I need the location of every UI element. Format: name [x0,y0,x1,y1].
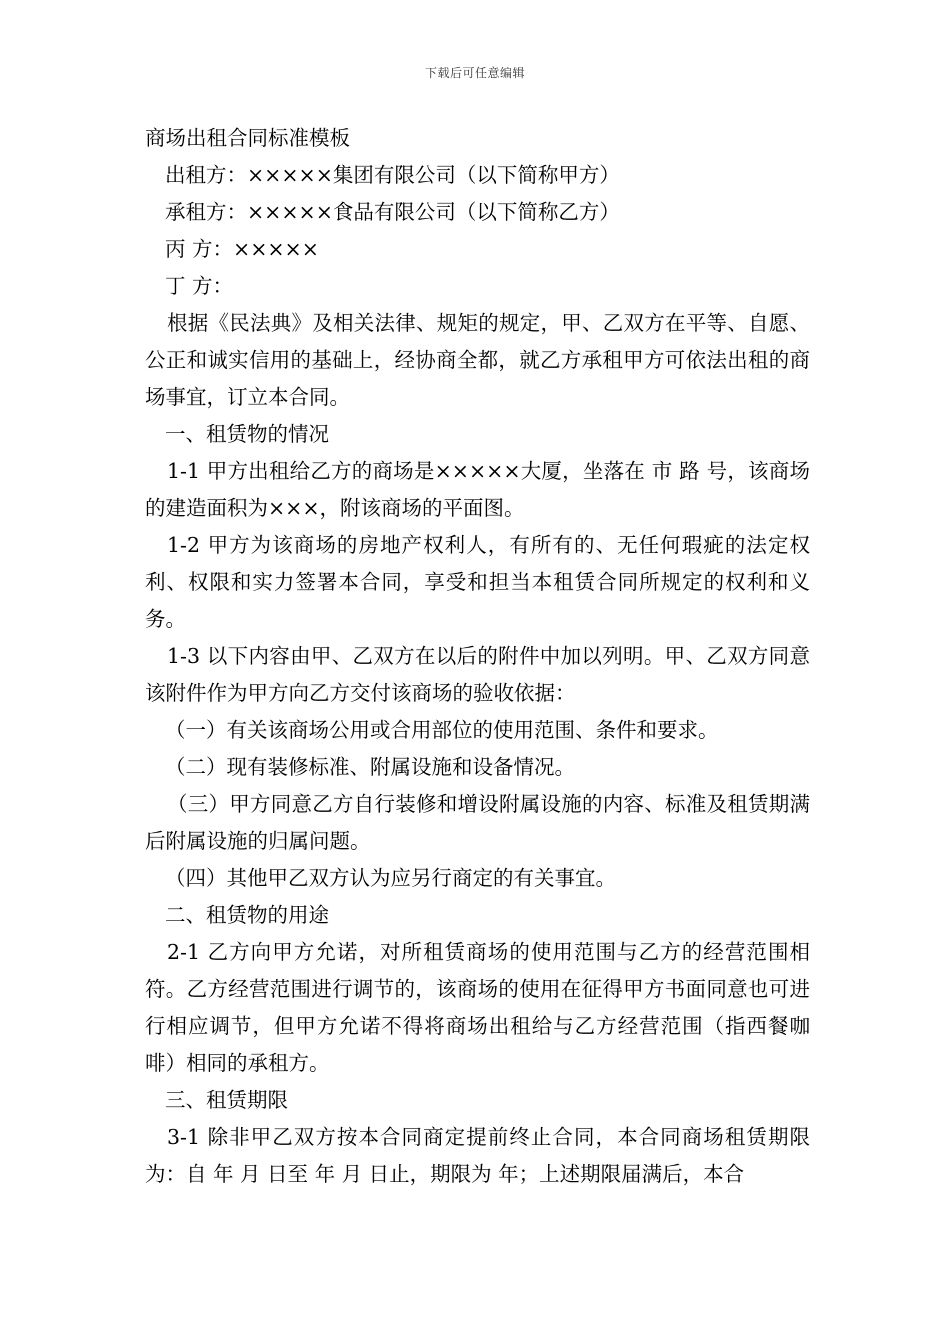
clause-1-1: 1-1 甲方出租给乙方的商场是×××××大厦，坐落在 市 路 号，该商场的建造面积为×××，附该商场的平面图。 [145,459,810,520]
section-2-heading: 二、租赁物的用途 [165,903,329,927]
list-item-3: （三）甲方同意乙方自行装修和增设附属设施的内容、标准及租赁期满后附属设施的归属问题。 [145,792,810,853]
list-item-4: （四）其他甲乙双方认为应另行商定的有关事宜。 [165,866,616,890]
party-a-line: 出租方：×××××集团有限公司（以下简称甲方） [165,163,620,187]
party-b-line: 承租方：×××××食品有限公司（以下简称乙方） [165,200,620,224]
contract-document [145,120,810,1193]
section-3-heading: 三、租赁期限 [165,1088,288,1112]
page-header-note: 下载后可任意编辑 [424,66,525,80]
party-c-line: 丙 方：××××× [165,237,319,261]
clause-1-2: 1-2 甲方为该商场的房地产权利人，有所有的、无任何瑕疵的法定权利、权限和实力签署本合同，享受和担当本租赁合同所规定的权利和义务。 [145,533,810,631]
party-d-line: 丁 方： [165,274,234,298]
clause-1-3: 1-3 以下内容由甲、乙双方在以后的附件中加以列明。甲、乙双方同意该附件作为甲方向乙方交付该商场的验收依据： [145,644,810,705]
list-item-2: （二）现有装修标准、附属设施和设备情况。 [165,755,575,779]
document-title: 商场出租合同标准模板 [145,126,350,150]
section-1-heading: 一、租赁物的情况 [165,422,329,446]
list-item-1: （一）有关该商场公用或合用部位的使用范围、条件和要求。 [165,718,719,742]
preamble-paragraph: 根据《民法典》及相关法律、规矩的规定，甲、乙双方在平等、自愿、公正和诚实信用的基础上，经协商全都，就乙方承租甲方可依法出租的商场事宜，订立本合同。 [145,311,810,409]
clause-3-1: 3-1 除非甲乙双方按本合同商定提前终止合同，本合同商场租赁期限为：自 年 月 日至 年 月 日止，期限为 年；上述期限届满后，本合 [145,1125,810,1186]
clause-2-1: 2-1 乙方向甲方允诺，对所租赁商场的使用范围与乙方的经营范围相符。乙方经营范围进行调节的，该商场的使用在征得甲方书面同意也可进行相应调节，但甲方允诺不得将商场出租给与乙方经营范围（指西餐咖啡）相同的承租方。 [145,940,810,1075]
